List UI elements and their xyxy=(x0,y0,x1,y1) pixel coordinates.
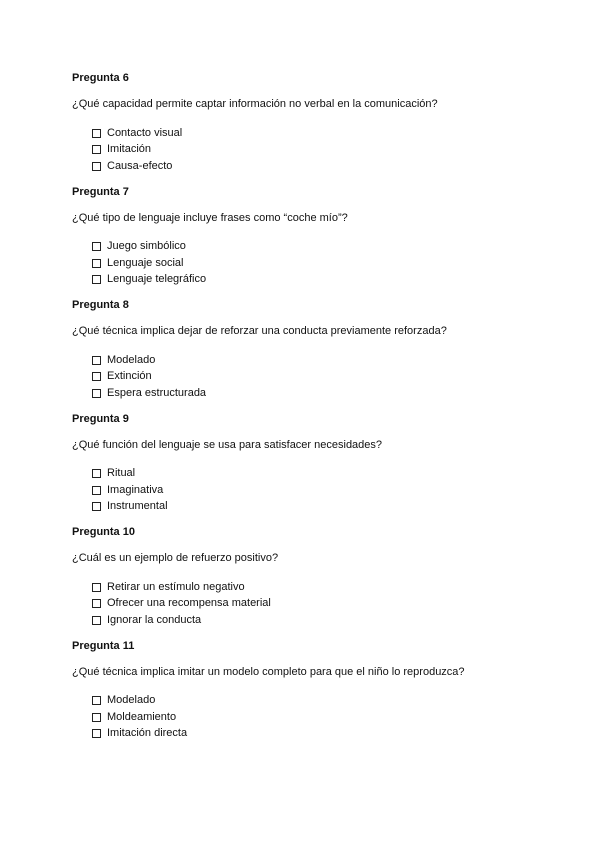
option-item[interactable] xyxy=(92,239,560,256)
option-item[interactable] xyxy=(92,158,560,175)
checkbox-icon[interactable] xyxy=(92,356,101,365)
option-item[interactable] xyxy=(92,596,560,613)
option-item[interactable] xyxy=(92,385,560,402)
question-text: ¿Qué tipo de lenguaje incluye frases como “coche mío”? xyxy=(72,211,348,224)
checkbox-icon[interactable] xyxy=(92,729,101,738)
question-6 xyxy=(72,72,560,175)
checkbox-icon[interactable] xyxy=(92,616,101,625)
option-label: Imitación directa xyxy=(107,727,188,740)
question-text: ¿Qué función del lenguaje se usa para satisfacer necesidades? xyxy=(72,438,383,451)
option-item[interactable] xyxy=(92,352,560,369)
checkbox-icon[interactable] xyxy=(92,275,101,284)
question-title: Pregunta 10 xyxy=(72,526,135,538)
option-label: Modelado xyxy=(107,353,156,366)
option-label: Imitación xyxy=(107,143,152,156)
question-text: ¿Qué técnica implica dejar de reforzar una conducta previamente reforzada? xyxy=(72,325,447,337)
checkbox-icon[interactable] xyxy=(92,162,101,171)
question-title: Pregunta 7 xyxy=(72,185,129,198)
option-item[interactable] xyxy=(92,499,560,516)
option-label: Lenguaje telegráfico xyxy=(107,273,207,286)
option-item[interactable] xyxy=(92,726,560,743)
option-label: Moldeamiento xyxy=(107,710,177,723)
checkbox-icon[interactable] xyxy=(92,696,101,705)
option-item[interactable] xyxy=(92,369,560,386)
checkbox-icon[interactable] xyxy=(92,389,101,398)
option-item[interactable] xyxy=(92,255,560,272)
question-title: Pregunta 9 xyxy=(72,412,129,425)
question-title: Pregunta 11 xyxy=(72,639,135,652)
option-label: Imaginativa xyxy=(107,483,164,496)
option-item[interactable] xyxy=(92,272,560,289)
option-list xyxy=(72,466,560,516)
option-item[interactable] xyxy=(92,125,560,142)
option-label: Ofrecer una recompensa material xyxy=(107,597,271,610)
option-item[interactable] xyxy=(92,482,560,499)
option-label: Retirar un estímulo negativo xyxy=(107,580,245,593)
option-label: Modelado xyxy=(107,694,156,707)
checkbox-icon[interactable] xyxy=(92,486,101,495)
option-list xyxy=(72,579,560,629)
checkbox-icon[interactable] xyxy=(92,502,101,511)
option-item[interactable] xyxy=(92,579,560,596)
checkbox-icon[interactable] xyxy=(92,145,101,154)
question-title: Pregunta 6 xyxy=(72,72,129,84)
question-11 xyxy=(72,640,560,743)
option-label: Extinción xyxy=(107,370,152,383)
option-list xyxy=(72,239,560,289)
checkbox-icon[interactable] xyxy=(92,469,101,478)
checkbox-icon[interactable] xyxy=(92,599,101,608)
option-item[interactable] xyxy=(92,466,560,483)
option-item[interactable] xyxy=(92,612,560,629)
option-list xyxy=(72,352,560,402)
question-text: ¿Qué técnica implica imitar un modelo completo para que el niño lo reproduzca? xyxy=(72,665,465,678)
option-label: Instrumental xyxy=(107,500,168,513)
option-label: Ignorar la conducta xyxy=(107,613,202,626)
option-label: Espera estructurada xyxy=(107,386,207,399)
option-item[interactable] xyxy=(92,709,560,726)
option-label: Lenguaje social xyxy=(107,256,184,269)
option-label: Juego simbólico xyxy=(107,240,186,253)
checkbox-icon[interactable] xyxy=(92,713,101,722)
question-text: ¿Qué capacidad permite captar información no verbal en la comunicación? xyxy=(72,98,438,110)
option-label: Causa-efecto xyxy=(107,159,173,172)
option-item[interactable] xyxy=(92,693,560,710)
question-text: ¿Cuál es un ejemplo de refuerzo positivo? xyxy=(72,552,279,564)
checkbox-icon[interactable] xyxy=(92,242,101,251)
checkbox-icon[interactable] xyxy=(92,372,101,381)
question-9 xyxy=(72,413,560,516)
checkbox-icon[interactable] xyxy=(92,259,101,268)
option-list xyxy=(72,125,560,175)
question-10 xyxy=(72,526,560,629)
question-7 xyxy=(72,186,560,289)
question-title: Pregunta 8 xyxy=(72,299,129,311)
question-8 xyxy=(72,299,560,402)
option-list xyxy=(72,693,560,743)
option-label: Ritual xyxy=(107,467,136,480)
checkbox-icon[interactable] xyxy=(92,129,101,138)
checkbox-icon[interactable] xyxy=(92,583,101,592)
option-item[interactable] xyxy=(92,142,560,159)
option-label: Contacto visual xyxy=(107,126,183,139)
